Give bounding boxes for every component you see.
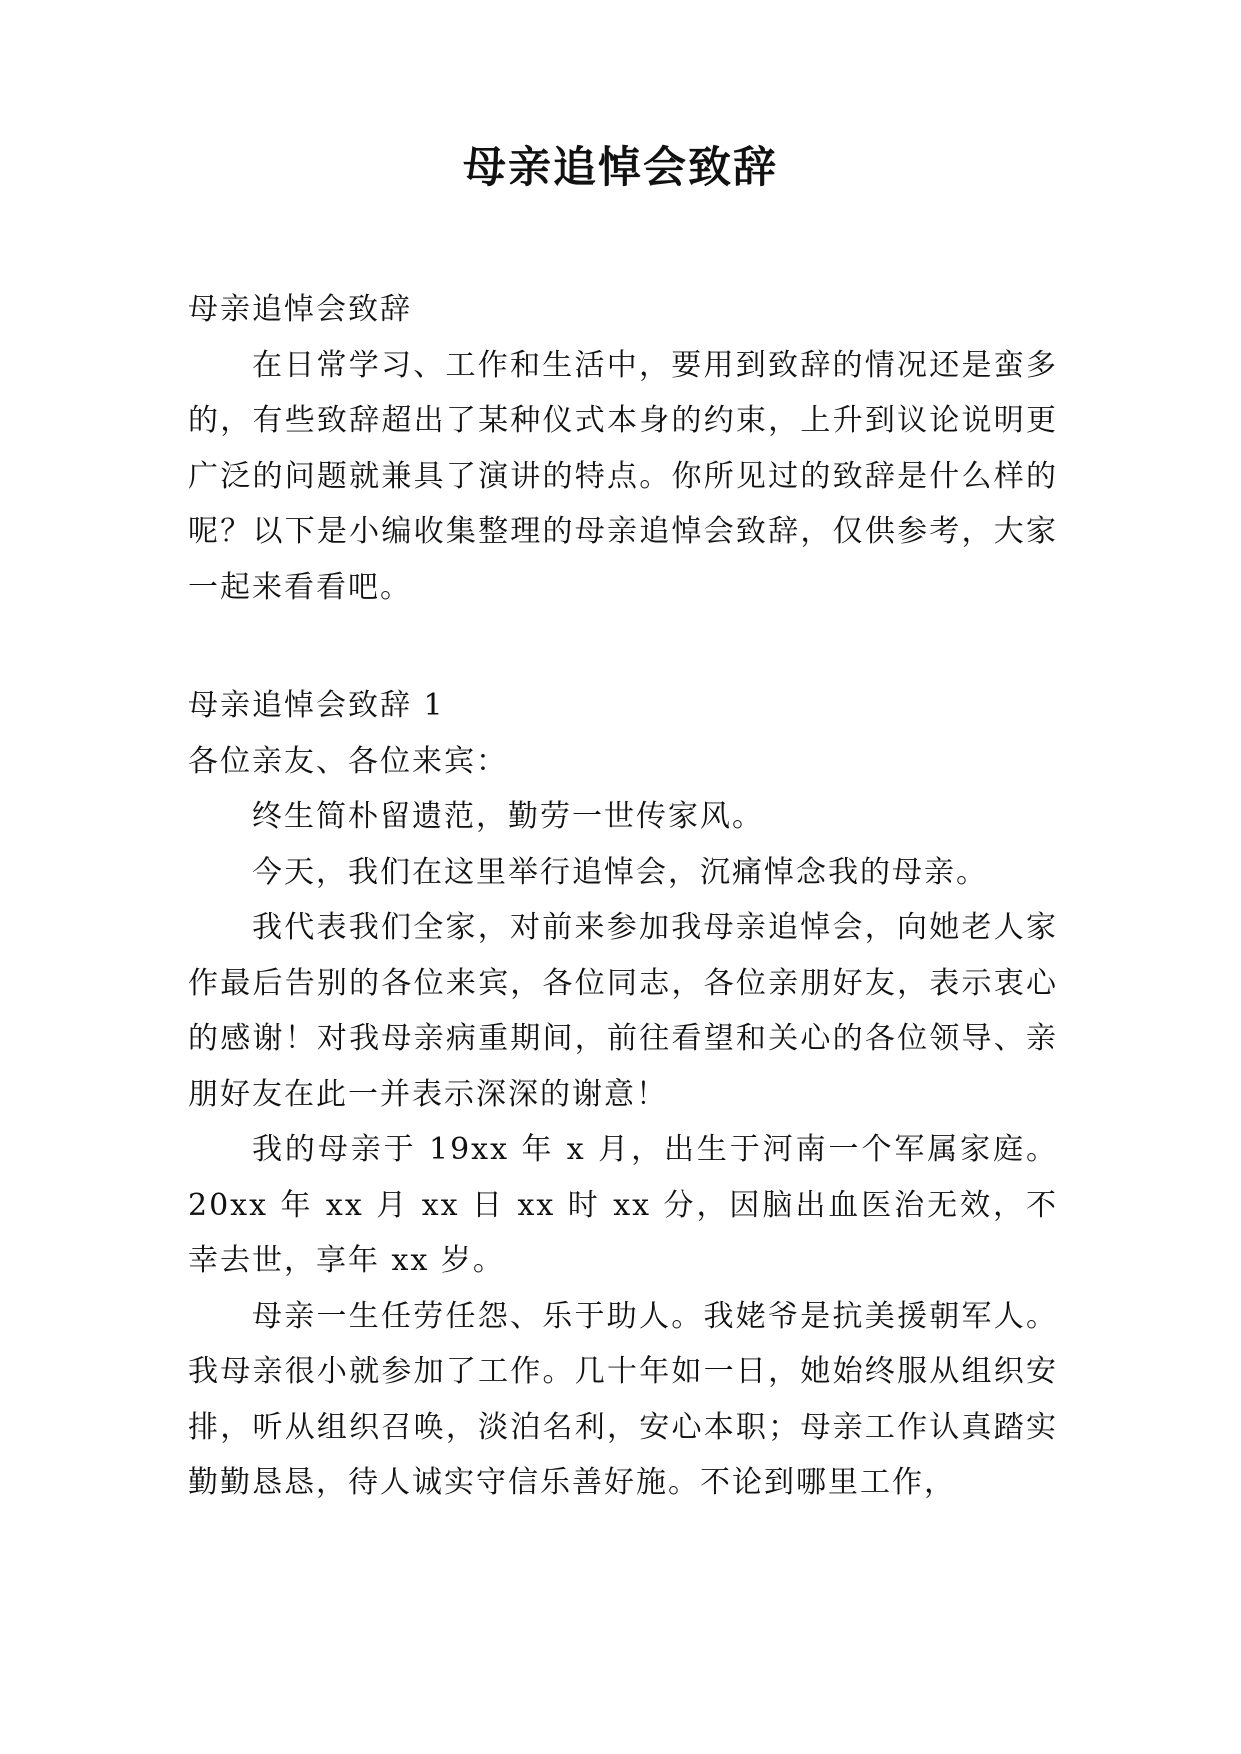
section-heading: 母亲追悼会致辞 1 xyxy=(188,688,445,723)
salutation: 各位亲友、各位来宾： xyxy=(188,743,508,779)
document-subtitle: 母亲追悼会致辞 xyxy=(188,292,412,327)
body-paragraph: 今天，我们在这里举行追悼会，沉痛悼念我的母亲。 xyxy=(252,854,988,890)
document-title: 母亲追悼会致辞 xyxy=(463,143,778,193)
body-paragraph: 终生简朴留遗范，勤劳一世传家风。 xyxy=(252,799,764,834)
intro-paragraph: 在日常学习、工作和生活中，要用到致辞的情况还是蛮多的，有些致辞超出了某种仪式本身的约束，上升到议论说明更广泛的问题就兼具了演讲的特点。你所见过的致辞是什么样的呢？以下是小编收集整理的母亲追悼会致辞，仅供参考，大家一起来看看吧。 xyxy=(188,347,1058,605)
section-spacer xyxy=(188,615,1058,678)
body-paragraph: 我的母亲于 19xx 年 x 月，出生于河南一个军属家庭。20xx 年 xx 月 xx 日 xx 时 xx 分，因脑出血医治无效，不幸去世，享年 xx 岁。 xyxy=(188,1132,1058,1278)
body-paragraph: 母亲一生任劳任怨、乐于助人。我姥爷是抗美援朝军人。我母亲很小就参加了工作。几十年如一日，她始终服从组织安排，听从组织召唤，淡泊名利，安心本职；母亲工作认真踏实勤勤恳恳，待人诚实守信乐善好施。不论到哪里工作， xyxy=(188,1298,1058,1500)
body-paragraph: 我代表我们全家，对前来参加我母亲追悼会，向她老人家作最后告别的各位来宾，各位同志，各位亲朋好友，表示衷心的感谢！对我母亲病重期间，前往看望和关心的各位领导、亲朋好友在此一并表示深深的谢意！ xyxy=(188,910,1058,1112)
document-body xyxy=(188,282,1058,1511)
